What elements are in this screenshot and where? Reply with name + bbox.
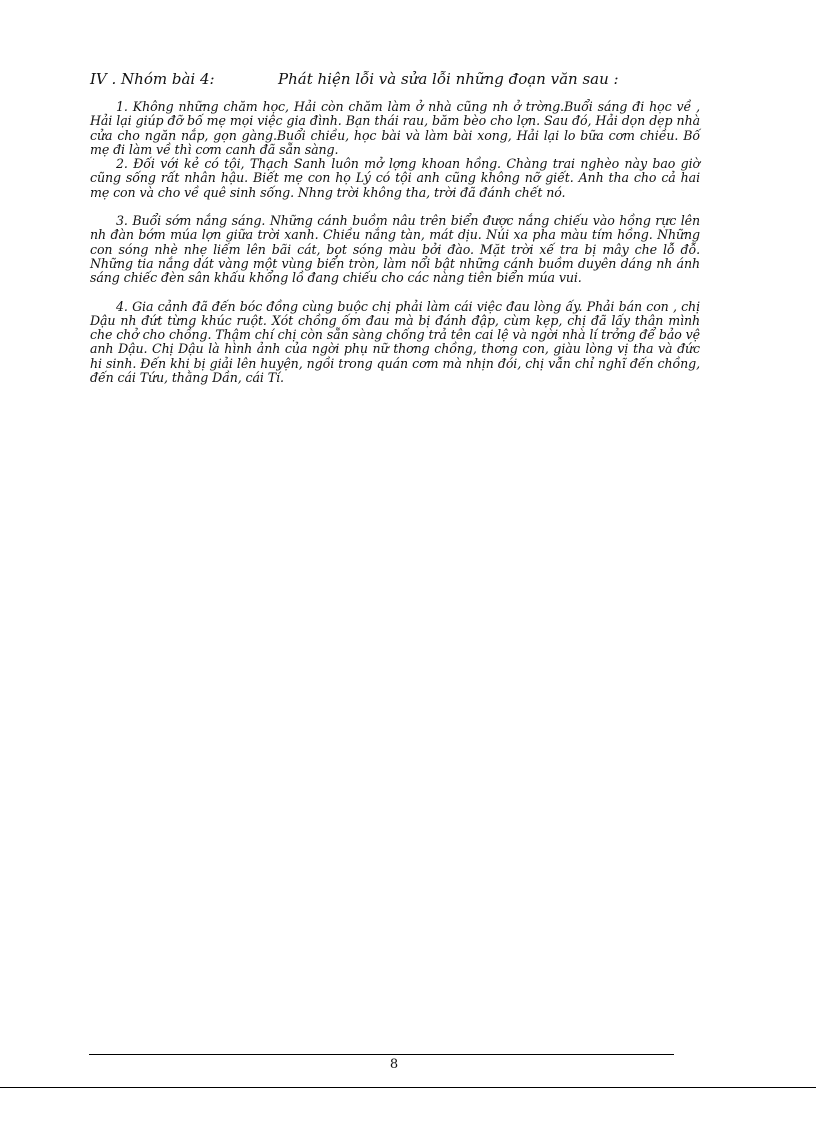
paragraph-1: 1. Không những chăm học, Hải còn chăm làm ở nhà cũng nh ở trờng.Buổi sáng đi học về , Hải lại giúp đỡ bố mẹ mọi việc gia đình. Bạn thái rau, băm bèo cho lợn. Sau đó, Hải dọn dẹp nhà cửa cho ngăn nắp, gọn gàng.Buổi chiều, học bài và làm bài xong, Hải lại lo bữa cơm chiều. Bố mẹ đi làm về thì cơm canh đã sẵn sàng. [90,99,700,157]
page-bottom-rule [0,1087,816,1088]
paragraph-4: 4. Gia cảnh đã đến bóc đồng cùng buộc chị phải làm cái việc đau lòng ấy. Phải bán con , chị Dậu nh đứt từng khúc ruột. Xót chồng ốm đau mà bị đánh đập, cùm kẹp, chị đã lấy thân mình che chở cho chồng. Thậm chí chị còn sẵn sàng chống trả tên cai lệ và ngời nhà lí trởng để bảo vệ anh Dậu. Chị Dậu là hình ảnh của ngời phụ nữ thơng chồng, thơng con, giàu lòng vị tha và đức hi sinh. Đến khi bị giải lên huyện, ngồi trong quán cơm mà nhịn đói, chị vẫn chỉ nghĩ đến chồng, đến cái Tứu, thằng Dần, cái Tí. [90,298,700,386]
group-label: IV . Nhóm bài 4: [90,70,215,88]
paragraph-3: 3. Buổi sớm nắng sáng. Những cánh buồm nâu trên biển được nắng chiếu vào hồng rực lên nh đàn bớm múa lợn giữa trời xanh. Chiều nắng tàn, mát dịu. Núi xa pha màu tím hồng. Những con sóng nhè nhẹ liếm lên bãi cát, bọt sóng màu bởi đào. Mặt trời xế tra bị mây che lỗ đỗ. Những tia nắng dát vàng một vùng biển tròn, làm nổi bật những cánh buồm duyên dáng nh ánh sáng chiếc đèn sân khấu khổng lồ đang chiếu cho các nàng tiên biển múa vui. [90,213,700,286]
exercise-content [90,100,700,385]
page-number: 8 [389,1057,399,1072]
instruction-text: Phát hiện lỗi và sửa lỗi những đoạn văn sau : [278,70,619,88]
footer-rule [89,1054,674,1055]
paragraph-2: 2. Đối với kẻ có tội, Thạch Sanh luôn mở lợng khoan hồng. Chàng trai nghèo này bao giờ cũng sống rất nhân hậu. Biết mẹ con họ Lý có tội anh cũng không nỡ giết. Anh tha cho cả hai mẹ con và cho về quê sinh sống. Nhng trời không tha, trời đã đánh chết nó. [90,156,700,200]
exercise-heading [90,70,710,88]
